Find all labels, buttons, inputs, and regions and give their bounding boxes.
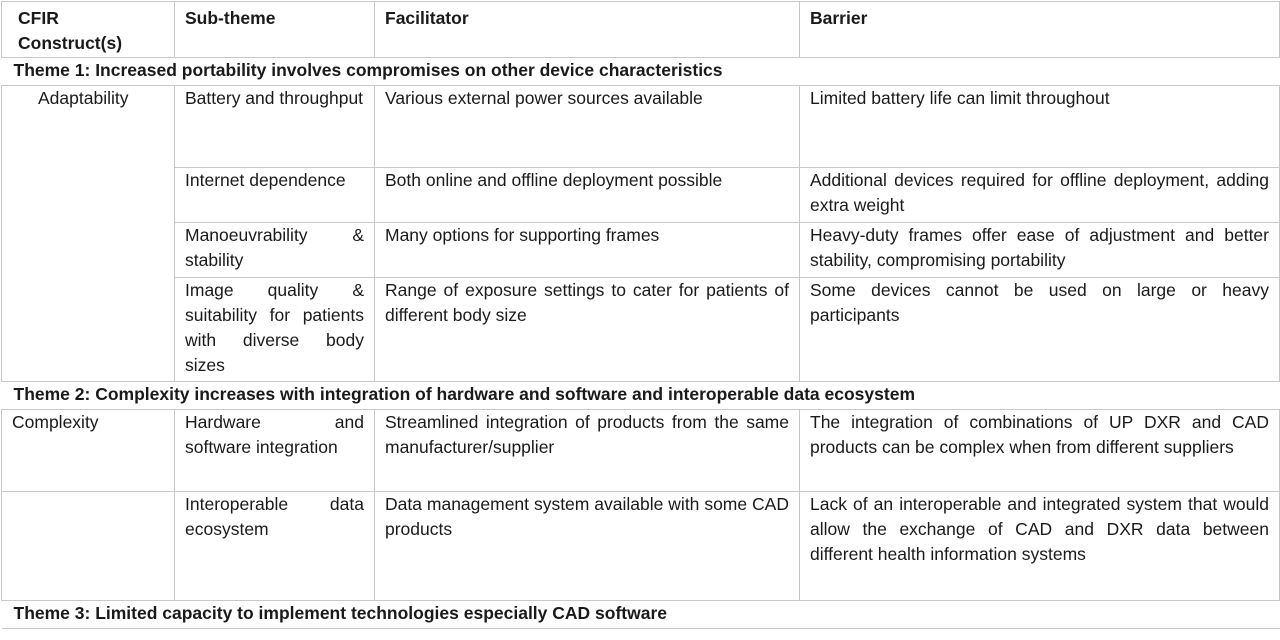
facilitator-cell: Range of exposure settings to cater for patients of different body size	[375, 278, 800, 382]
facilitator-cell: Data management system available with some CAD products	[375, 492, 800, 601]
barrier-cell: Lack of an interoperable and integrated system that would allow the exchange of CAD and DXR data between different health information systems	[800, 492, 1280, 601]
barrier-cell: Heavy-duty frames offer ease of adjustment and better stability, compromising portability	[800, 223, 1280, 278]
construct-adaptability: Adaptability	[2, 86, 175, 382]
header-barrier: Barrier	[800, 2, 1280, 58]
header-construct: CFIR Construct(s)	[2, 2, 175, 58]
construct-complexity: Complexity	[2, 410, 175, 492]
facilitator-cell: Many options for supporting frames	[375, 223, 800, 278]
construct-empty	[2, 492, 175, 601]
theme3-title: Theme 3: Limited capacity to implement technologies especially CAD software	[2, 601, 1280, 629]
table-row	[2, 492, 1280, 601]
subtheme-cell: Interoperable data ecosystem	[175, 492, 375, 601]
subtheme-cell: Internet dependence	[175, 168, 375, 223]
theme1-title: Theme 1: Increased portability involves compromises on other device characteristics	[2, 58, 1280, 86]
barrier-cell: The integration of combinations of UP DXR and CAD products can be complex when from different suppliers	[800, 410, 1280, 492]
subtheme-cell: Image quality & suitability for patients with diverse body sizes	[175, 278, 375, 382]
header-row	[2, 2, 1280, 58]
subtheme-cell: Battery and throughput	[175, 86, 375, 168]
subtheme-cell: Manoeuvrability & stability	[175, 223, 375, 278]
theme1-title-row	[2, 58, 1280, 86]
facilitator-cell: Various external power sources available	[375, 86, 800, 168]
table-row	[2, 168, 1280, 223]
table-row	[2, 86, 1280, 168]
header-facilitator: Facilitator	[375, 2, 800, 58]
table-row	[2, 223, 1280, 278]
table-row	[2, 278, 1280, 382]
table-row	[2, 410, 1280, 492]
theme2-title: Theme 2: Complexity increases with integration of hardware and software and interoperable data ecosystem	[2, 382, 1280, 410]
subtheme-cell: Hardware and software integration	[175, 410, 375, 492]
barrier-cell: Some devices cannot be used on large or heavy participants	[800, 278, 1280, 382]
cfir-themes-table	[1, 1, 1280, 629]
barrier-cell: Limited battery life can limit throughout	[800, 86, 1280, 168]
theme2-title-row	[2, 382, 1280, 410]
theme3-title-row	[2, 601, 1280, 629]
facilitator-cell: Streamlined integration of products from the same manufacturer/supplier	[375, 410, 800, 492]
header-subtheme: Sub-theme	[175, 2, 375, 58]
facilitator-cell: Both online and offline deployment possible	[375, 168, 800, 223]
barrier-cell: Additional devices required for offline deployment, adding extra weight	[800, 168, 1280, 223]
